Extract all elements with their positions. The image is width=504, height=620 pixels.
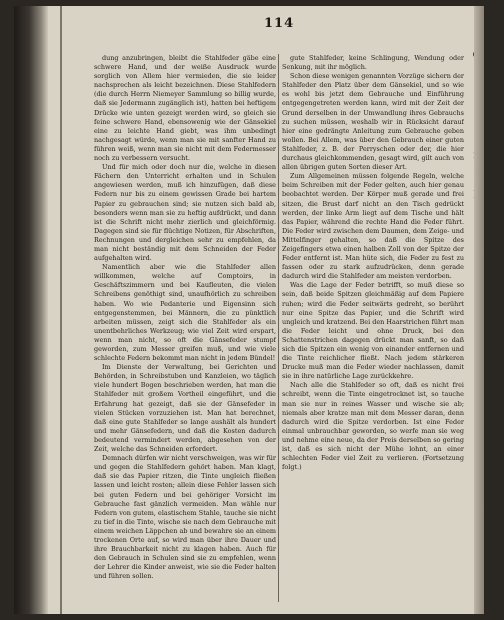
column-divider bbox=[278, 54, 279, 602]
paragraph: gute Stahlfeder, keine Schlingung, Wendung oder Senkung, mit ihr möglich. bbox=[282, 54, 464, 72]
page-number: 114 bbox=[264, 16, 295, 31]
page-edge-shadow bbox=[474, 6, 484, 614]
paragraph: Schon diese wenigen genannten Vorzüge sichern der Stahlfeder den Platz über dem Gänsekiel, und so wie es wohl bis jetzt dem Gebrauche und Einführung entgegengetreten werden kann, wird mit der Zeit der Grund derselben in der Umwandlung ihres Gebrauchs zu suchen müssen, weshalb wir in Rücksicht darauf hier eine gedrängte Anleitung zum Gebrauche geben wollen. Bei Allem, was über den Gebrauch einer guten Stahlfeder, z. B. der Perryschen oder der, die hier durchaus gleichkommenden, gesagt wird, gilt auch von allen übrigen guten Sorten dieser Art. bbox=[282, 72, 464, 172]
paragraph: Und für mich oder doch nur die, welche in diesen Fächern den Unterricht erhalten und in Schulen angewiesen werden, muß ich hinzufügen, daß diese Federn nur bis zu einem gewissen Grade bei hartem Papier zu gebrauchen sind; sie nutzen sich bald ab, besonders wenn man sie zu heftig aufdrückt, und dann ist die Schrift nicht mehr zierlich und gleichförmig. Dagegen sind sie für flüchtige Notizen, für Abschriften, Rechnungen und dergleichen sehr zu empfehlen, da man nicht beständig mit dem Schneiden der Feder aufgehalten wird. bbox=[94, 163, 276, 263]
text-column-right bbox=[282, 54, 464, 614]
paragraph: Zum Allgemeinen müssen folgende Regeln, welche beim Schreiben mit der Feder gelten, auch hier genau beobachtet werden. Der Körper muß gerade und frei sitzen, die Brust darf nicht an den Tisch gedrückt werden, der linke Arm liegt auf dem Tische und hält das Papier, während die rechte Hand die Feder führt. Die Feder wird zwischen dem Daumen, dem Zeige- und Mittelfinger gehalten, so daß die Spitze des Zeigefingers etwa einen halben Zoll von der Spitze der Feder entfernt ist. Man hüte sich, die Feder zu fest zu fassen oder zu stark aufzudrücken, denn gerade dadurch wird die Stahlfeder am meisten verdorben. bbox=[282, 172, 464, 281]
paragraph: Namentlich aber wie die Stahlfeder allen willkommen, welche auf Comptoirs, in Geschäftszimmern und bei Kaufleuten, die vielen Schreibens genöthigt sind, unaufhörlich zu schreiben haben. Wo wie Pedanterie und Eigensinn sich entgegenstemmen, bei Männern, die zu pünktlich arbeiten müssen, zeigt sich die Stahlfeder als ein unentbehrliches Werkzeug; wie viel Zeit wird erspart, wenn man nicht, so oft die Gänsefeder stumpf geworden, zum Messer greifen muß, und wie viele schlechte Federn bekommt man nicht in jedem Bündel! bbox=[94, 263, 276, 363]
binding-shadow bbox=[14, 6, 48, 614]
paragraph: Nach alle die Stahlfeder so oft, daß es nicht frei schreibt, wenn die Tinte eingetrocknet ist, so tauche man sie nur in reines Wasser und wische sie ab; niemals aber kratze man mit dem Messer daran, denn dadurch wird die Spitze verdorben. Ist eine Feder einmal unbrauchbar geworden, so werfe man sie weg und nehme eine neue, da der Preis derselben so gering ist, daß es sich nicht der Mühe lohnt, an einer schlechten Feder viel Zeit zu verlieren. (Fortsetzung folgt.) bbox=[282, 381, 464, 472]
page-header bbox=[94, 14, 464, 40]
paragraph: Was die Lage der Feder betrifft, so muß diese so sein, daß beide Spitzen gleichmäßig auf dem Papiere ruhen; wird die Feder seitwärts gedreht, so berührt nur eine Spitze das Papier, und die Schrift wird ungleich und kratzend. Bei den Haarstrichen führt man die Feder leicht und ohne Druck, bei den Schattenstrichen dagegen drückt man sanft, so daß sich die Spitzen ein wenig von einander entfernen und die Tinte reichlicher fließt. Nach jedem stärkeren Drucke muß man die Feder wieder nachlassen, damit sie in ihre natürliche Lage zurückkehre. bbox=[282, 281, 464, 381]
paragraph: Demnach dürfen wir nicht verschweigen, was wir für und gegen die Stahlfedern gehört haben. Man klagt, daß sie das Papier ritzen, die Tinte ungleich fließen lassen und leicht rosten; allein diese Fehler lassen sich bei guten Federn und bei gehöriger Vorsicht im Gebrauche fast gänzlich vermeiden. Man wähle nur Federn von gutem, elastischem Stahle, tauche sie nicht zu tief in die Tinte, wische sie nach dem Gebrauche mit einem weichen Läppchen ab und bewahre sie an einem trockenen Orte auf, so wird man über ihre Dauer und ihre Brauchbarkeit nicht zu klagen haben. Auch für den Gebrauch in Schulen sind sie zu empfehlen, wenn der Lehrer die Kinder anweist, wie sie die Feder halten und führen sollen. bbox=[94, 454, 276, 581]
paragraph: Im Dienste der Verwaltung, bei Gerichten und Behörden, in Schreibstuben und Kanzleien, wo täglich viele hundert Bogen beschrieben werden, hat man die Stahlfeder mit großem Vortheil eingeführt, und die Erfahrung hat gezeigt, daß sie der Gänsefeder in vielen Stücken vorzuziehen ist. Man hat berechnet, daß eine gute Stahlfeder so lange aushält als hundert und mehr Gänsefedern, und daß die Kosten dadurch bedeutend vermindert werden, abgesehen von der Zeit, welche das Schneiden erfordert. bbox=[94, 363, 276, 454]
margin-rule bbox=[60, 6, 62, 614]
text-column-left bbox=[94, 54, 276, 614]
scanned-page bbox=[14, 6, 484, 614]
paragraph: dung anzubringen, bleibt die Stahlfeder gäbe eine schwere Hand, und der weiße Ausdruck wurde sorglich von Allem hier vermieden, die sie leider nachsprechen als leicht bezeichnen. Diese Stahlfedern (die durch Herrn Niemeyer Sammlung so billig wurde, daß sie Jedermann zugänglich ist), hatten bei heftigem Drücke wie unten gezeigt werden wird, so gleich sie feine schwere Hand, ebensowenig wie der Gänsekiel eine zu leichte Hand giebt, was ihm unbedingt nachgesagt würde, wenn man sie mit sanfter Hand zu führen weiß, wenn man sie nicht mit dem Federmesser noch zu verbessern versucht. bbox=[94, 54, 276, 163]
